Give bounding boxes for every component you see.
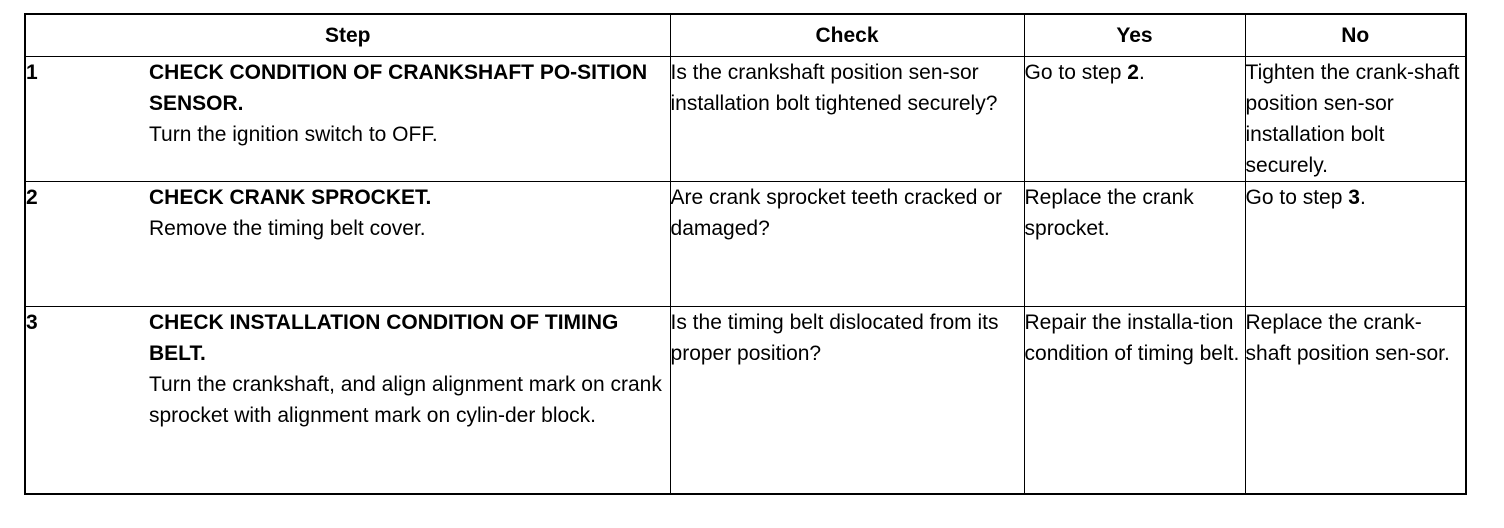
yes-text: Replace the crank sprocket. <box>1024 186 1194 240</box>
step-cell <box>149 57 670 182</box>
diagnostic-table <box>24 13 1467 495</box>
step-cell <box>149 182 670 307</box>
header-step: Step <box>25 14 670 57</box>
yes-step-ref: 2 <box>1127 61 1139 84</box>
step-instruction: Remove the timing belt cover. <box>149 217 426 240</box>
check-cell: Is the timing belt dislocated from its proper position? <box>670 307 1024 495</box>
no-step-ref: 3 <box>1348 186 1360 209</box>
no-cell <box>1245 307 1466 495</box>
no-text: Go to step <box>1245 186 1349 209</box>
no-text: Tighten the crank-shaft position sen-sor installation bolt securely. <box>1245 61 1460 177</box>
step-instruction: Turn the crankshaft, and align alignment mark on crank sprocket with alignment mark on cylin-der block. <box>149 373 662 427</box>
step-instruction: Turn the ignition switch to OFF. <box>149 123 438 146</box>
no-cell <box>1245 57 1466 182</box>
step-cell <box>149 307 670 495</box>
yes-cell <box>1024 57 1245 182</box>
step-number: 1 <box>25 57 149 182</box>
yes-cell <box>1024 307 1245 495</box>
header-check: Check <box>670 14 1024 57</box>
step-title: CHECK INSTALLATION CONDITION OF TIMING BELT. <box>149 311 619 365</box>
yes-cell <box>1024 182 1245 307</box>
check-cell: Is the crankshaft position sen-sor installation bolt tightened securely? <box>670 57 1024 182</box>
yes-text: Go to step <box>1024 61 1128 84</box>
table-row <box>25 307 1466 495</box>
step-title: CHECK CRANK SPROCKET. <box>149 186 432 209</box>
no-end: . <box>1359 186 1366 209</box>
yes-text: Repair the installa-tion condition of timing belt. <box>1024 311 1240 365</box>
table-row <box>25 182 1466 307</box>
no-text: Replace the crank-shaft position sen-sor. <box>1245 311 1450 365</box>
header-no: No <box>1245 14 1466 57</box>
table-row <box>25 57 1466 182</box>
header-yes: Yes <box>1024 14 1245 57</box>
step-number: 3 <box>25 307 149 495</box>
yes-end: . <box>1138 61 1145 84</box>
step-title: CHECK CONDITION OF CRANKSHAFT PO-SITION SENSOR. <box>149 61 648 115</box>
step-number: 2 <box>25 182 149 307</box>
check-cell: Are crank sprocket teeth cracked or damaged? <box>670 182 1024 307</box>
no-cell <box>1245 182 1466 307</box>
header-row <box>25 14 1466 57</box>
